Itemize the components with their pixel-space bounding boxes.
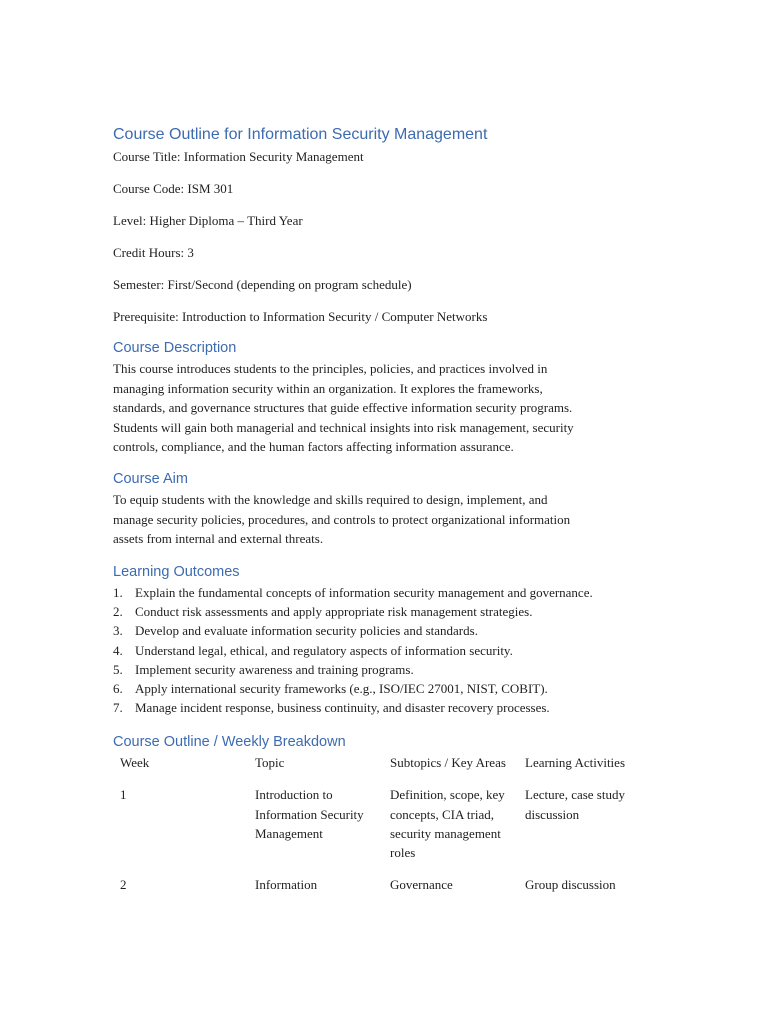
table-cell: Group discussion [525,876,616,892]
list-number: 4. [113,642,123,658]
list-item [113,679,673,698]
aim-line: manage security policies, procedures, and controls to protect organizational information [113,511,571,527]
course-info [113,147,673,326]
level-field: Level: Higher Diploma – Third Year [113,213,303,228]
semester-field: Semester: First/Second (depending on program schedule) [113,277,412,292]
list-text: Implement security awareness and training programs. [135,661,414,677]
column-header: Topic [255,754,285,770]
list-number: 2. [113,603,123,619]
aim-line: To equip students with the knowledge and skills required to design, implement, and [113,492,548,508]
table-row [113,785,653,875]
list-item [113,641,673,660]
list-item [113,621,673,640]
table-cell: Information [255,876,318,892]
list-number: 5. [113,661,123,677]
list-number: 7. [113,700,123,716]
list-number: 6. [113,681,123,697]
table-cell: Governance [390,876,453,892]
list-text: Manage incident response, business continuity, and disaster recovery processes. [135,700,550,716]
table-header-row [113,753,653,785]
table-row [113,875,653,906]
list-text: Explain the fundamental concepts of information security management and governance. [135,584,593,600]
credit-hours-field: Credit Hours: 3 [113,245,194,260]
outcomes-heading: Learning Outcomes [113,563,240,580]
description-line: Students will gain both managerial and technical insights into risk management, security [113,419,574,435]
list-number: 1. [113,584,123,600]
weekly-breakdown-table [113,753,653,906]
document-title: Course Outline for Information Security Management [113,126,488,143]
list-item [113,698,673,717]
description-line: This course introduces students to the principles, policies, and practices involved in [113,361,548,377]
list-item [113,602,673,621]
list-text: Conduct risk assessments and apply appropriate risk management strategies. [135,603,533,619]
course-title-field: Course Title: Information Security Management [113,149,364,164]
list-text: Apply international security frameworks (e.g., ISO/IEC 27001, NIST, COBIT). [135,681,548,697]
table-cell: Definition, scope, key concepts, CIA triad, security management roles [390,787,505,861]
aim-line: assets from internal and external threats. [113,531,324,547]
document-page [113,124,673,906]
table-cell: 2 [120,876,127,892]
list-text: Develop and evaluate information security policies and standards. [135,623,478,639]
list-item [113,583,673,602]
outcomes-list [113,583,673,718]
description-line: standards, and governance structures that guide effective information security programs. [113,400,573,416]
course-code-field: Course Code: ISM 301 [113,181,234,196]
description-line: controls, compliance, and the human factors affecting information assurance. [113,439,514,455]
description-heading: Course Description [113,340,237,357]
list-item [113,660,673,679]
column-header: Week [120,754,150,770]
description-line: managing information security within an organization. It explores the frameworks, [113,380,543,396]
list-number: 3. [113,623,123,639]
table-cell: Introduction to Information Security Management [255,787,364,841]
table-cell: Lecture, case study discussion [525,787,625,822]
prerequisite-field: Prerequisite: Introduction to Information Security / Computer Networks [113,309,488,324]
list-text: Understand legal, ethical, and regulatory aspects of information security. [135,642,513,658]
column-header: Subtopics / Key Areas [390,754,506,770]
aim-heading: Course Aim [113,471,188,488]
description-paragraph [113,359,673,456]
aim-paragraph [113,490,673,548]
outline-heading: Course Outline / Weekly Breakdown [113,733,346,750]
column-header: Learning Activities [525,754,626,770]
table-cell: 1 [120,787,127,803]
